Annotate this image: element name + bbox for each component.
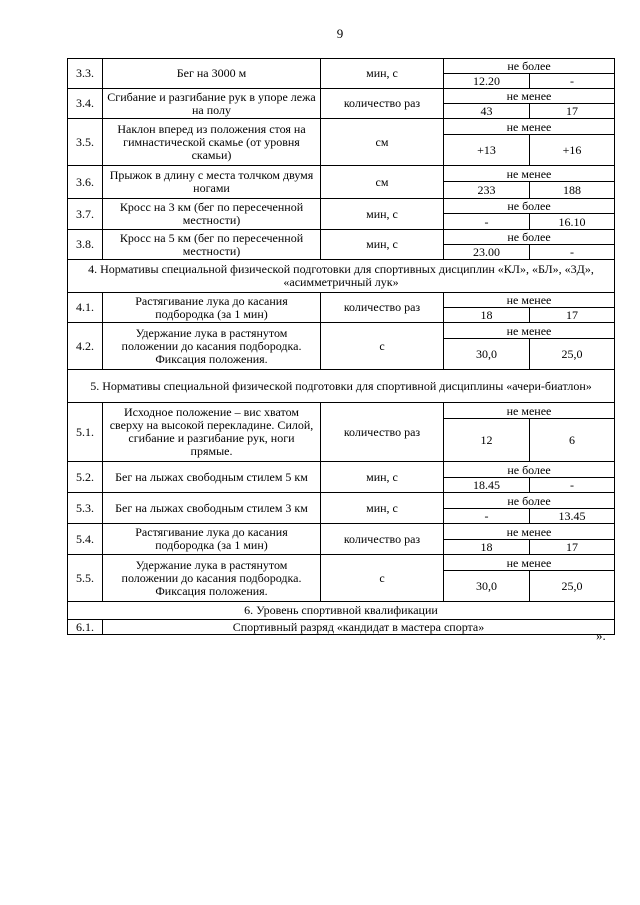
unit: мин, с [321,493,444,524]
unit: см [321,166,444,199]
unit: см [321,119,444,166]
table-row [68,462,615,478]
section-title: 4. Нормативы специальной физической подготовки для спортивных дисциплин «КЛ», «БЛ», «3Д», «асимметричный лук» [68,260,615,293]
value-girls: 25,0 [530,339,615,370]
value-boys: - [444,509,530,524]
row-number: 5.5. [68,555,103,602]
table-row [68,166,615,182]
table-row [68,555,615,571]
unit: количество раз [321,89,444,119]
table-row [68,620,615,635]
row-number: 3.6. [68,166,103,199]
unit: количество раз [321,403,444,462]
unit: с [321,323,444,370]
condition: не более [444,230,615,245]
condition: не менее [444,323,615,339]
test-name: Спортивный разряд «кандидат в мастера спорта» [103,620,615,635]
value-girls: 17 [530,104,615,119]
table-row [68,493,615,509]
closing-quote: ». [596,628,606,643]
table-row [68,323,615,339]
value-boys: 23.00 [444,245,530,260]
table-row [68,230,615,245]
row-number: 3.5. [68,119,103,166]
row-number: 5.2. [68,462,103,493]
unit: мин, с [321,59,444,89]
condition: не более [444,462,615,478]
table-row [68,403,615,419]
test-name: Бег на лыжах свободным стилем 3 км [103,493,321,524]
section-row [68,602,615,620]
value-boys: 18 [444,540,530,555]
section-title: 6. Уровень спортивной квалификации [68,602,615,620]
value-boys: 12 [444,419,530,462]
value-girls: - [530,74,615,89]
table-row [68,59,615,74]
value-boys: 18 [444,308,530,323]
condition: не менее [444,293,615,308]
row-number: 6.1. [68,620,103,635]
row-number: 3.3. [68,59,103,89]
table-row [68,199,615,214]
value-boys: 30,0 [444,339,530,370]
table-row [68,524,615,540]
section-row [68,260,615,293]
condition: не более [444,493,615,509]
value-boys: 12.20 [444,74,530,89]
row-number: 4.2. [68,323,103,370]
test-name: Наклон вперед из положения стоя на гимнастической скамье (от уровня скамьи) [103,119,321,166]
test-name: Бег на 3000 м [103,59,321,89]
value-boys: 30,0 [444,571,530,602]
test-name: Сгибание и разгибание рук в упоре лежа на полу [103,89,321,119]
value-girls: 13.45 [530,509,615,524]
row-number: 3.8. [68,230,103,260]
row-number: 5.4. [68,524,103,555]
row-number: 4.1. [68,293,103,323]
table-row [68,89,615,104]
condition: не менее [444,555,615,571]
condition: не менее [444,119,615,135]
value-girls: 17 [530,540,615,555]
page-number: 9 [336,26,344,41]
test-name: Растягивание лука до касания подбородка (за 1 мин) [103,524,321,555]
row-number: 3.4. [68,89,103,119]
test-name: Кросс на 5 км (бег по пересеченной местности) [103,230,321,260]
test-name: Удержание лука в растянутом положении до касания подбородка. Фиксация положения. [103,555,321,602]
value-girls: 25,0 [530,571,615,602]
condition: не менее [444,166,615,182]
value-girls: - [530,478,615,493]
value-boys: - [444,214,530,230]
unit: мин, с [321,230,444,260]
section-row [68,370,615,403]
condition: не менее [444,89,615,104]
test-name: Исходное положение – вис хватом сверху на высокой перекладине. Силой, сгибание и разгибание рук, ноги прямые. [103,403,321,462]
test-name: Растягивание лука до касания подбородка (за 1 мин) [103,293,321,323]
section-title: 5. Нормативы специальной физической подготовки для спортивной дисциплины «ачери-биатлон» [68,370,615,403]
value-girls: 16.10 [530,214,615,230]
condition: не менее [444,403,615,419]
value-boys: +13 [444,135,530,166]
condition: не менее [444,524,615,540]
value-boys: 18.45 [444,478,530,493]
unit: с [321,555,444,602]
unit: мин, с [321,462,444,493]
value-boys: 233 [444,182,530,199]
value-girls: +16 [530,135,615,166]
test-name: Удержание лука в растянутом положении до касания подбородка. Фиксация положения. [103,323,321,370]
unit: количество раз [321,524,444,555]
unit: количество раз [321,293,444,323]
condition: не более [444,59,615,74]
condition: не более [444,199,615,214]
table-row [68,119,615,135]
test-name: Кросс на 3 км (бег по пересеченной местности) [103,199,321,230]
value-girls: 17 [530,308,615,323]
test-name: Бег на лыжах свободным стилем 5 км [103,462,321,493]
row-number: 5.3. [68,493,103,524]
value-girls: 188 [530,182,615,199]
standards-table [67,58,615,635]
value-girls: - [530,245,615,260]
row-number: 5.1. [68,403,103,462]
value-boys: 43 [444,104,530,119]
row-number: 3.7. [68,199,103,230]
unit: мин, с [321,199,444,230]
value-girls: 6 [530,419,615,462]
test-name: Прыжок в длину с места толчком двумя ногами [103,166,321,199]
table-row [68,293,615,308]
